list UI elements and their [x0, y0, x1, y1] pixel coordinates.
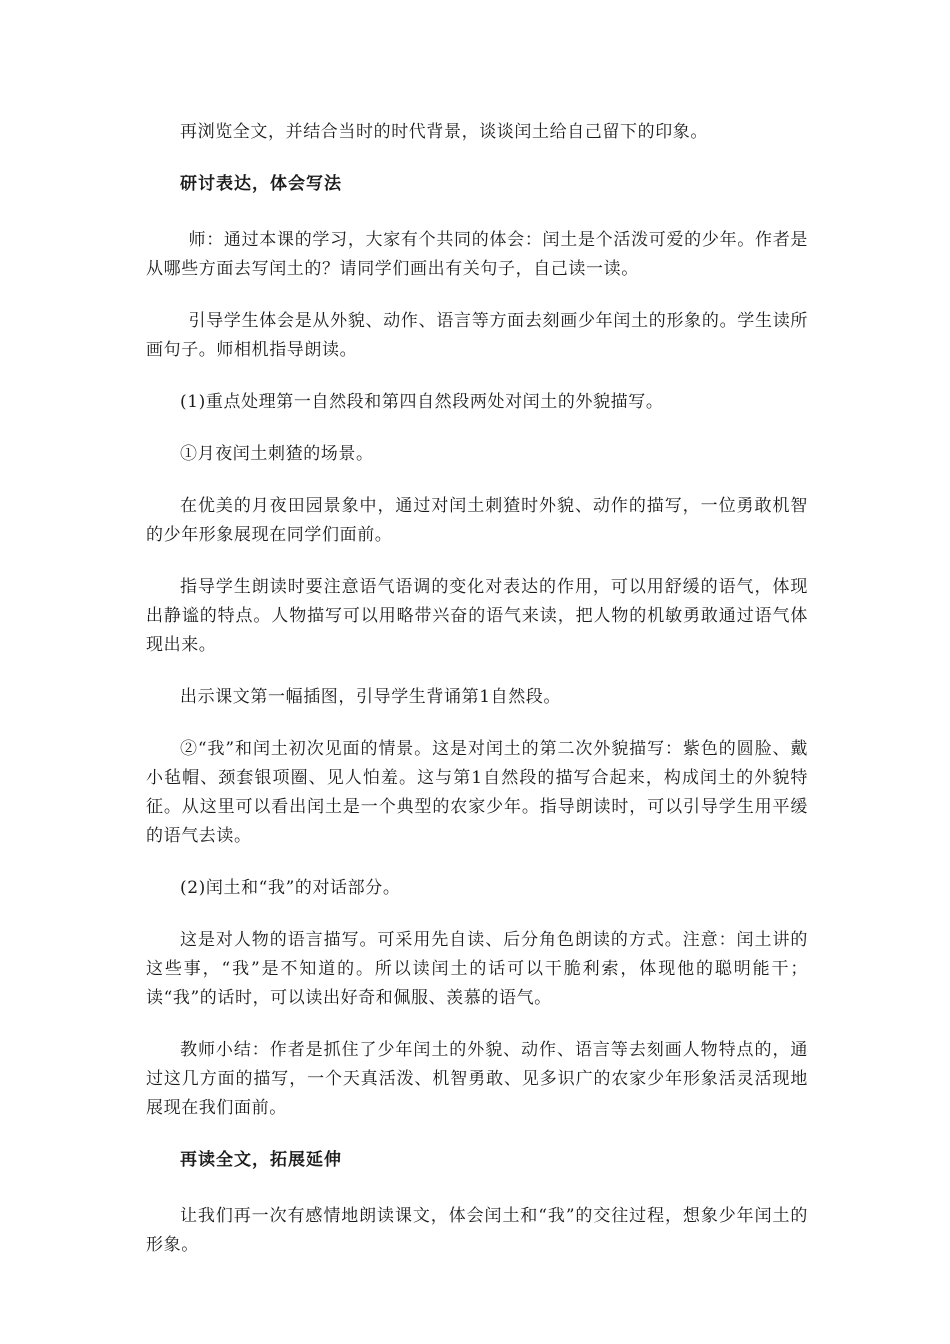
- paragraph-reading-guidance: 指导学生朗读时要注意语气语调的变化对表达的作用，可以用舒缓的语气，体现出静谧的特点。人物描写可以用略带兴奋的语气来读，把人物的机敏勇敢通过语气体现出来。: [146, 577, 808, 655]
- paragraph-guide-students: 引导学生体会是从外貌、动作、语言等方面去刻画少年闰土的形象的。学生读所画句子。师相机指导朗读。: [146, 311, 808, 360]
- paragraph-illustration-recite: 出示课文第一幅插图，引导学生背诵第1自然段。: [180, 687, 562, 707]
- paragraph-reread-text: 让我们再一次有感情地朗读课文，体会闰土和“我”的交往过程，想象少年闰土的形象。: [146, 1206, 808, 1255]
- paragraph-dialogue-description: 这是对人物的语言描写。可采用先自读、后分角色朗读的方式。注意：闰土讲的这些事，“我”是不知道的。所以读闰土的话可以干脆利索，体现他的聪明能干；读“我”的话时，可以读出好奇和佩服、羡慕的语气。: [146, 930, 808, 1008]
- paragraph-review-fulltext: 再浏览全文，并结合当时的时代背景，谈谈闰土给自己留下的印象。: [180, 122, 708, 142]
- paragraph-subpoint-moonlit-night: ①月夜闰土刺猹的场景。: [180, 444, 374, 464]
- section-heading-reread-extend: 再读全文，拓展延伸: [180, 1150, 342, 1170]
- paragraph-moonlit-scene: 在优美的月夜田园景象中，通过对闰土刺猹时外貌、动作的描写，一位勇敢机智的少年形象展现在同学们面前。: [146, 496, 808, 545]
- section-heading-discuss-expression: 研讨表达，体会写法: [180, 174, 342, 194]
- document-body: [146, 118, 808, 1283]
- paragraph-point-1: (1)重点处理第一自然段和第四自然段两处对闰土的外貌描写。: [180, 392, 664, 412]
- paragraph-point-2: (2)闰土和“我”的对话部分。: [180, 878, 401, 898]
- paragraph-first-meeting: ②“我”和闰土初次见面的情景。这是对闰土的第二次外貌描写：紫色的圆脸、戴小毡帽、颈套银项圈、见人怕羞。这与第1自然段的描写合起来，构成闰土的外貌特征。从这里可以看出闰土是一个典型的农家少年。指导朗读时，可以引导学生用平缓的语气去读。: [146, 739, 808, 846]
- paragraph-teacher-question: 师：通过本课的学习，大家有个共同的体会：闰土是个活泼可爱的少年。作者是从哪些方面去写闰土的？请同学们画出有关句子，自己读一读。: [146, 230, 808, 279]
- paragraph-teacher-summary: 教师小结：作者是抓住了少年闰土的外貌、动作、语言等去刻画人物特点的，通过这几方面的描写，一个天真活泼、机智勇敢、见多识广的农家少年形象活灵活现地展现在我们面前。: [146, 1040, 808, 1118]
